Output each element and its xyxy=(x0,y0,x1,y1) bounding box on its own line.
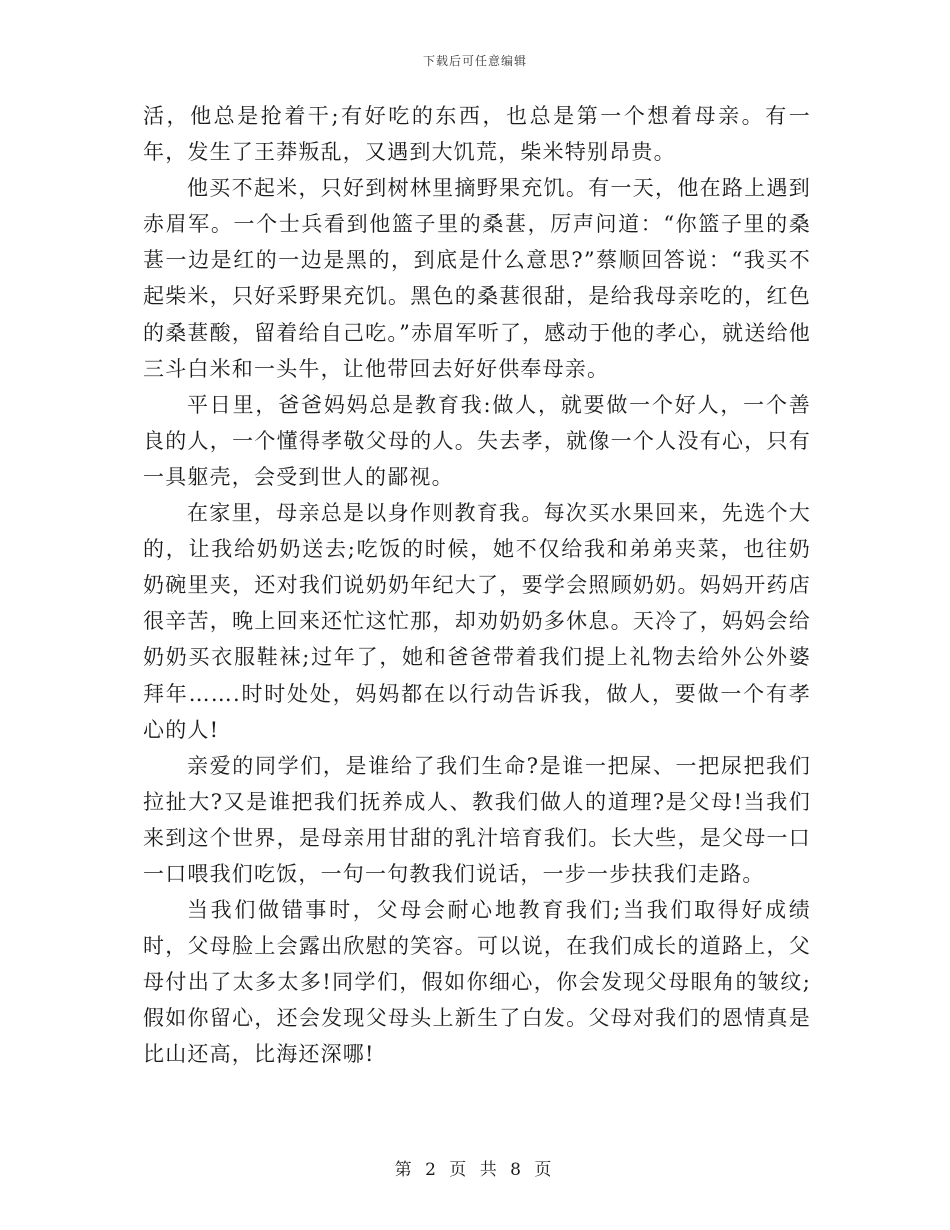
paragraph-2: 他买不起米，只好到树林里摘野果充饥。有一天，他在路上遇到赤眉军。一个士兵看到他篮子里的桑葚，厉声问道：“你篮子里的桑葚一边是红的一边是黑的，到底是什么意思?”蔡顺回答说：“我买不起柴米，只好采野果充饥。黑色的桑葚很甜，是给我母亲吃的，红色的桑葚酸，留着给自己吃。”赤眉军听了，感动于他的孝心，就送给他三斗白米和一头牛，让他带回去好好供奉母亲。 xyxy=(143,176,811,381)
page-footer: 第 2 页 共 8 页 xyxy=(394,1160,556,1180)
page-header: 下载后可任意编辑 xyxy=(422,54,527,68)
paragraph-4: 在家里，母亲总是以身作则教育我。每次买水果回来，先选个大的，让我给奶奶送去;吃饭的时候，她不仅给我和弟弟夹菜，也往奶奶碗里夹，还对我们说奶奶年纪大了，要学会照顾奶奶。妈妈开药店很辛苦，晚上回来还忙这忙那，却劝奶奶多休息。天冷了，妈妈会给奶奶买衣服鞋袜;过年了，她和爸爸带着我们提上礼物去给外公外婆拜年…….时时处处，妈妈都在以行动告诉我，做人，要做一个有孝心的人! xyxy=(143,501,811,742)
paragraph-1: 活，他总是抢着干;有好吃的东西，也总是第一个想着母亲。有一年，发生了王莽叛乱，又遇到大饥荒，柴米特别昂贵。 xyxy=(143,104,811,165)
paragraph-3: 平日里，爸爸妈妈总是教育我:做人，就要做一个好人，一个善良的人，一个懂得孝敬父母的人。失去孝，就像一个人没有心，只有一具躯壳，会受到世人的鄙视。 xyxy=(143,392,811,489)
paragraph-5: 亲爱的同学们，是谁给了我们生命?是谁一把屎、一把尿把我们拉扯大?又是谁把我们抚养成人、教我们做人的道理?是父母!当我们来到这个世界，是母亲用甘甜的乳汁培育我们。长大些，是父母一口一口喂我们吃饭，一句一句教我们说话，一步一步扶我们走路。 xyxy=(143,753,811,886)
paragraph-6: 当我们做错事时，父母会耐心地教育我们;当我们取得好成绩时，父母脸上会露出欣慰的笑容。可以说，在我们成长的道路上，父母付出了太多太多!同学们，假如你细心，你会发现父母眼角的皱纹;假如你留心，还会发现父母头上新生了白发。父母对我们的恩情真是比山还高，比海还深哪! xyxy=(143,898,811,1067)
document-body xyxy=(143,98,811,1073)
